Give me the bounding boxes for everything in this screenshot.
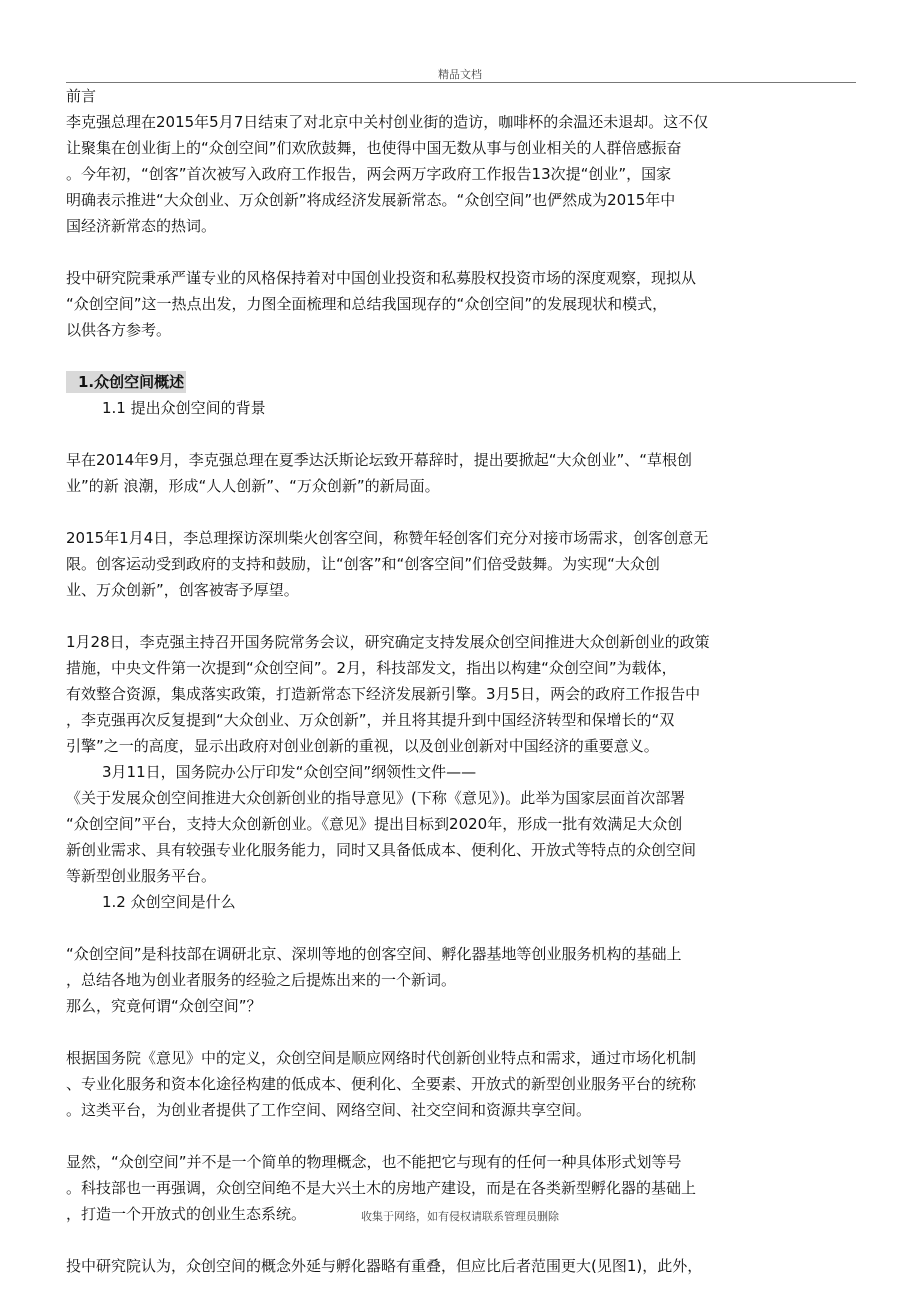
paragraph-line: 限。创客运动受到政府的支持和鼓励，让“创客”和“创客空间”们倍受鼓舞。为实现“大众创 [66, 555, 660, 573]
paragraph-line: 。今年初，“创客”首次被写入政府工作报告，两会两万字政府工作报告13次提“创业”，国家 [66, 165, 672, 183]
blank-line [66, 915, 866, 941]
paragraph-line: 早在2014年9月，李克强总理在夏季达沃斯论坛致开幕辞时，提出要掀起“大众创业”、“草根创 [66, 451, 693, 469]
paragraph-line: 根据国务院《意见》中的定义，众创空间是顺应网络时代创新创业特点和需求，通过市场化机制 [66, 1049, 697, 1067]
subsection-heading: 1.1 提出众创空间的背景 [102, 399, 266, 417]
paragraph-line: 引擎”之一的高度，显示出政府对创业创新的重视，以及创业创新对中国经济的重要意义。 [66, 737, 659, 755]
paragraph-line: 业”的新 浪潮，形成“人人创新”、“万众创新”的新局面。 [66, 477, 440, 495]
paragraph-line: ，打造一个开放式的创业生态系统。 [66, 1205, 307, 1223]
blank-line [66, 499, 866, 525]
paragraph-line: 以供各方参考。 [66, 321, 172, 339]
blank-line [66, 1019, 866, 1045]
blank-line [66, 1123, 866, 1149]
paragraph-line: 显然，“众创空间”并不是一个简单的物理概念，也不能把它与现有的任何一种具体形式划等号 [66, 1153, 682, 1171]
blank-line [66, 603, 866, 629]
paragraph-line: “众创空间”是科技部在调研北京、深圳等地的创客空间、孵化器基地等创业服务机构的基础上 [66, 945, 682, 963]
paragraph-line: ，总结各地为创业者服务的经验之后提炼出来的一个新词。 [66, 971, 457, 989]
paragraph-line: 李克强总理在2015年5月7日结束了对北京中关村创业街的造访，咖啡杯的余温还未退却。这不仅 [66, 113, 709, 131]
preface-heading: 前言 [66, 87, 97, 105]
paragraph-line: 2015年1月4日，李总理探访深圳柴火创客空间，称赞年轻创客们充分对接市场需求，创客创意无 [66, 529, 709, 547]
paragraph-line: 明确表示推进“大众创业、万众创新”将成经济发展新常态。“众创空间”也俨然成为2015年中 [66, 191, 676, 209]
document-body [66, 83, 866, 1279]
paragraph-line: 让聚集在创业街上的“众创空间”们欢欣鼓舞，也使得中国无数从事与创业相关的人群倍感振奋 [66, 139, 682, 157]
paragraph-line: 那么，究竟何谓“众创空间”？ [66, 997, 262, 1015]
paragraph-line: 国经济新常态的热词。 [66, 217, 217, 235]
paragraph-line: 1月28日，李克强主持召开国务院常务会议，研究确定支持发展众创空间推进大众创新创业的政策 [66, 633, 710, 651]
paragraph-line: 。科技部也一再强调，众创空间绝不是大兴土木的房地产建设，而是在各类新型孵化器的基础上 [66, 1179, 697, 1197]
paragraph-line: 、专业化服务和资本化途径构建的低成本、便利化、全要素、开放式的新型创业服务平台的统称 [66, 1075, 697, 1093]
paragraph-line: 措施，中央文件第一次提到“众创空间”。2月，科技部发文，指出以构建“众创空间”为载体， [66, 659, 677, 677]
paragraph-line: 新创业需求、具有较强专业化服务能力，同时又具备低成本、便利化、开放式等特点的众创空间 [66, 841, 697, 859]
paragraph-line: ，李克强再次反复提到“大众创业、万众创新”，并且将其提升到中国经济转型和保增长的“双 [66, 711, 675, 729]
page-header: 精品文档 [438, 68, 482, 81]
paragraph-line: 投中研究院认为，众创空间的概念外延与孵化器略有重叠，但应比后者范围更大(见图1)，此外， [66, 1257, 703, 1275]
subsection-heading: 1.2 众创空间是什么 [102, 893, 236, 911]
paragraph-line: 3月11日，国务院办公厅印发“众创空间”纲领性文件—— [102, 763, 477, 781]
section-heading [66, 369, 866, 395]
paragraph-line: 《关于发展众创空间推进大众创新创业的指导意见》(下称《意见》)。此举为国家层面首次部署 [66, 789, 686, 807]
blank-line [66, 343, 866, 369]
paragraph-line: 业、万众创新”，创客被寄予厚望。 [66, 581, 299, 599]
blank-line [66, 421, 866, 447]
paragraph-line: 。这类平台，为创业者提供了工作空间、网络空间、社交空间和资源共享空间。 [66, 1101, 592, 1119]
paragraph-line: 等新型创业服务平台。 [66, 867, 217, 885]
paragraph-line: 投中研究院秉承严谨专业的风格保持着对中国创业投资和私募股权投资市场的深度观察，现拟从 [66, 269, 697, 287]
section-heading-text: 1.众创空间概述 [66, 371, 186, 393]
blank-line [66, 239, 866, 265]
paragraph-line: “众创空间”平台，支持大众创新创业。《意见》提出目标到2020年，形成一批有效满足大众创 [66, 815, 683, 833]
paragraph-line: 有效整合资源，集成落实政策，打造新常态下经济发展新引擎。3月5日，两会的政府工作报告中 [66, 685, 701, 703]
paragraph-line: “众创空间”这一热点出发，力图全面梳理和总结我国现存的“众创空间”的发展现状和模式， [66, 295, 668, 313]
blank-line [66, 1227, 866, 1253]
page-footer: 收集于网络，如有侵权请联系管理员删除 [361, 1210, 559, 1223]
